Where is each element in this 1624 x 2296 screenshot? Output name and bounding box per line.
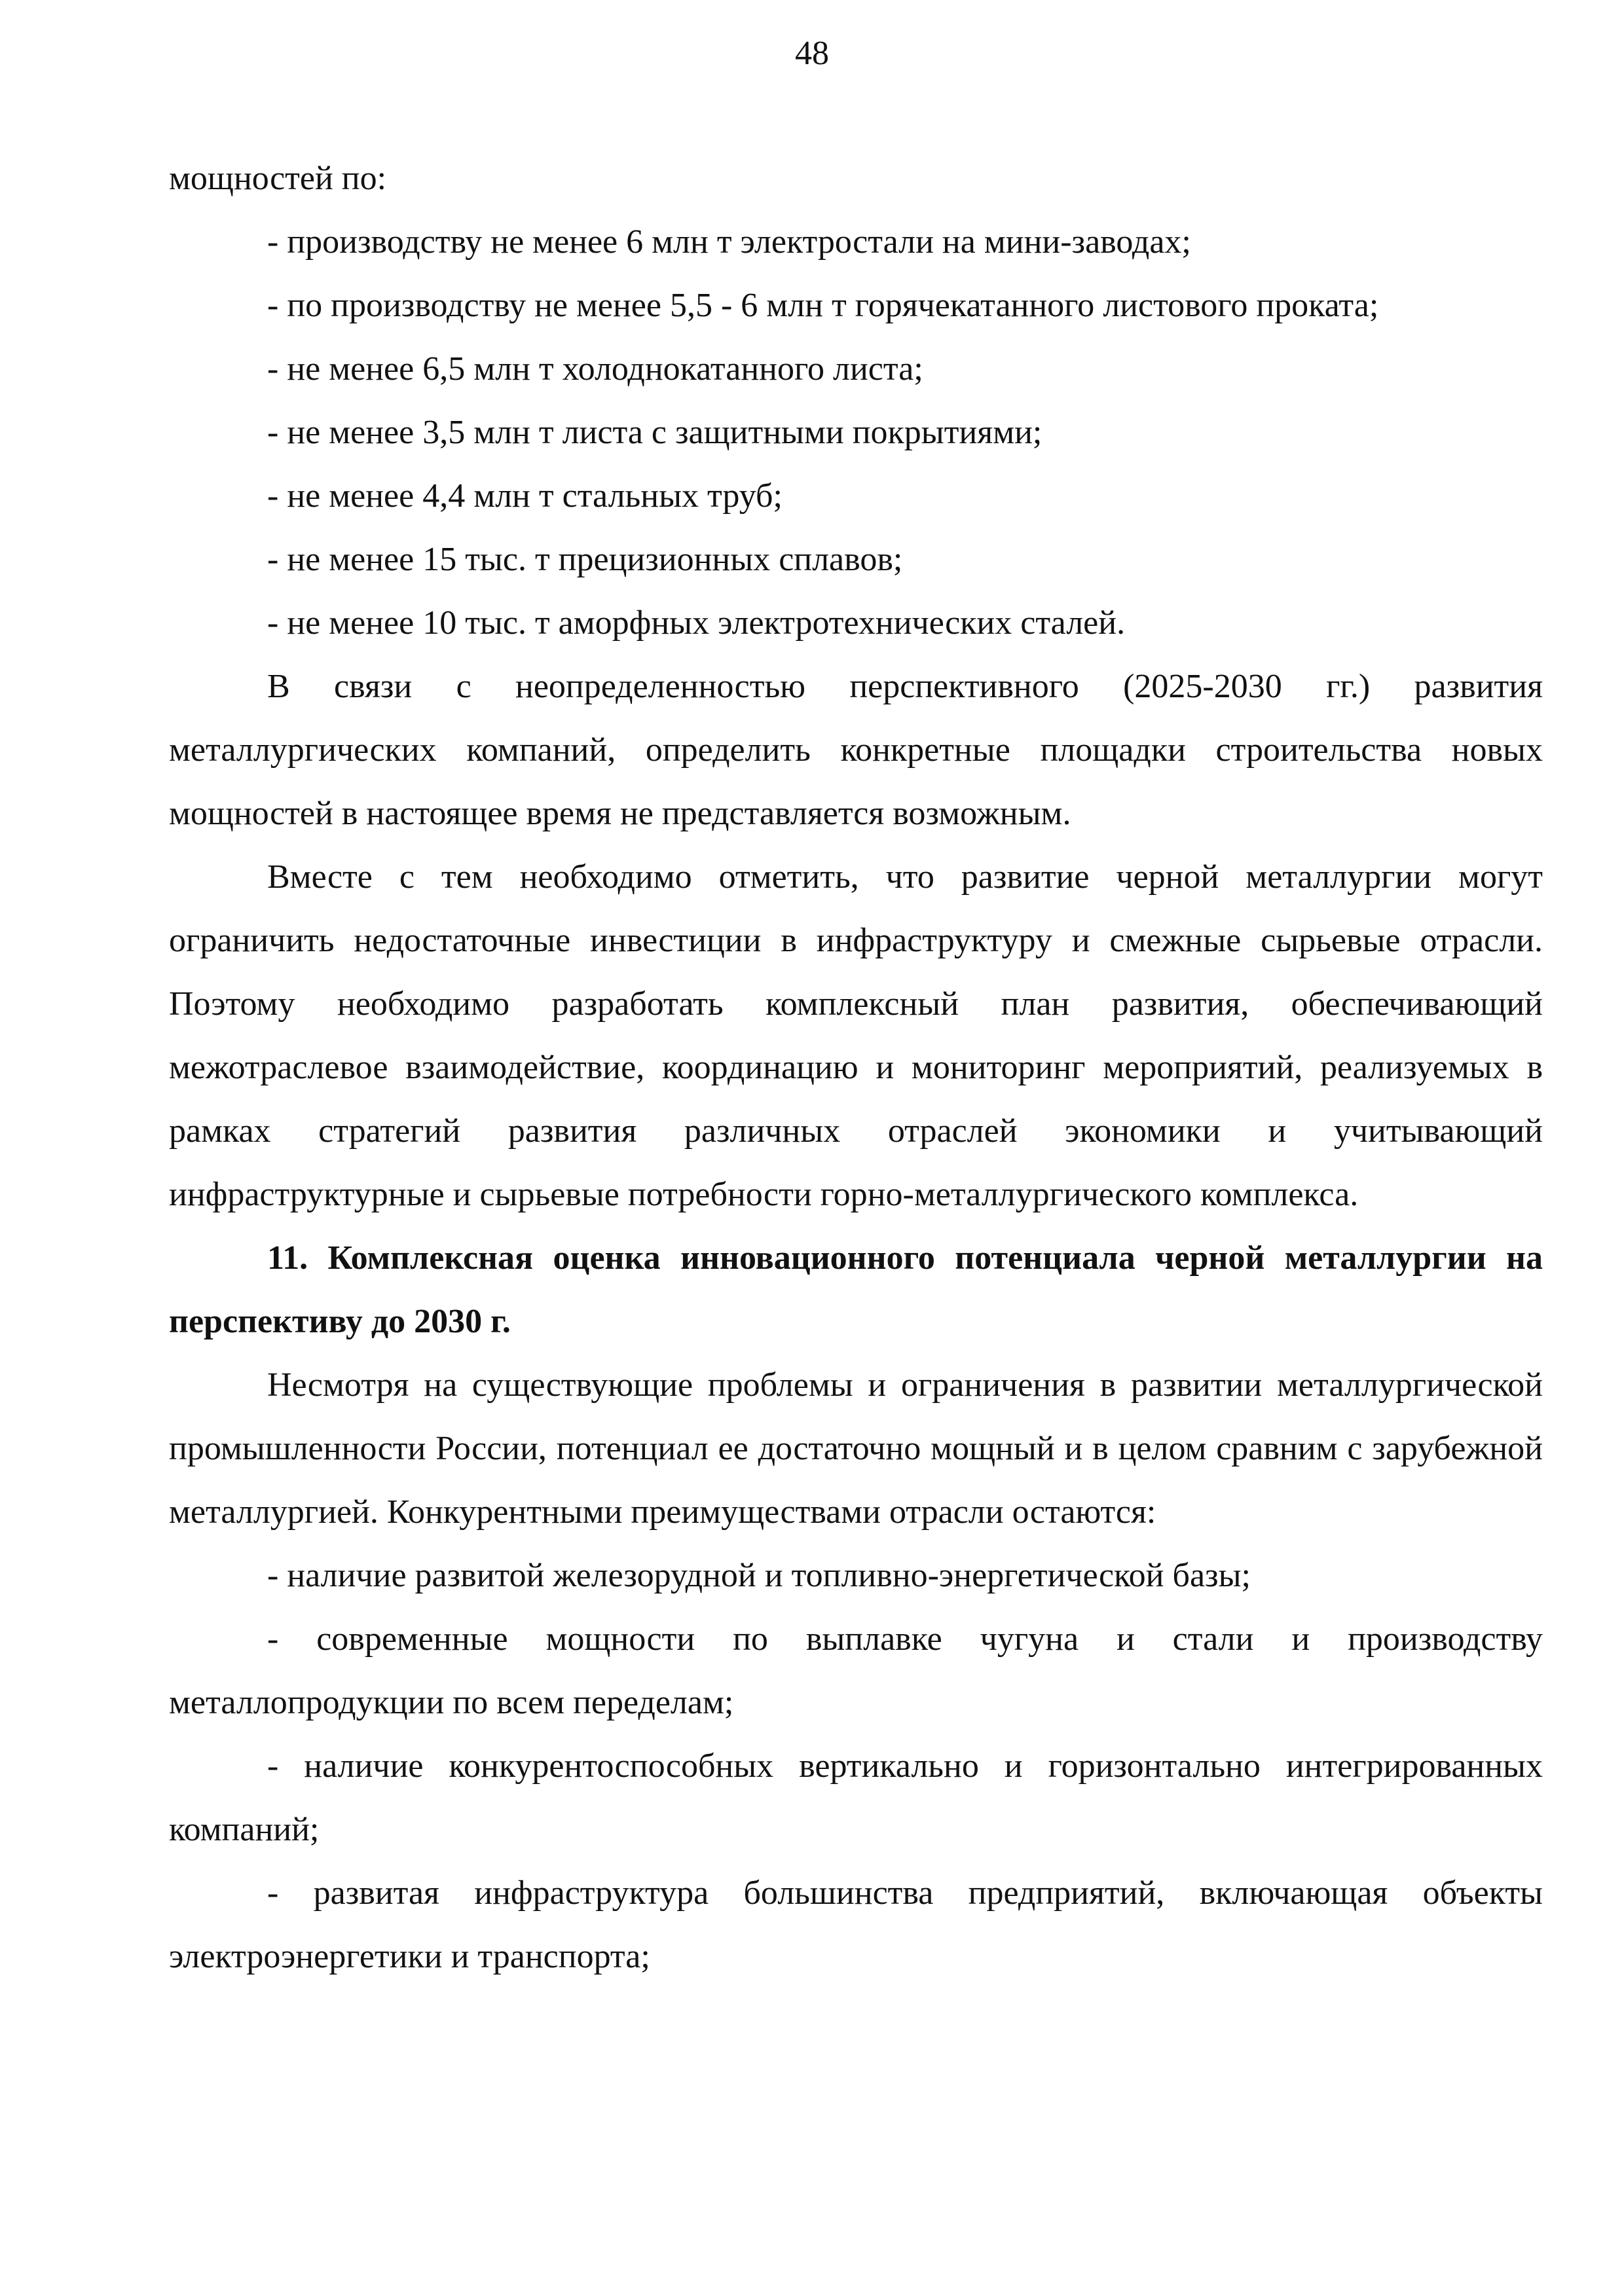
- paragraph-continuation: мощностей по:: [169, 160, 387, 197]
- list-item: - развитая инфраструктура большинства предприятий, включающая объекты электроэнергетики и транспорта;: [169, 1874, 1543, 1975]
- list-item: - современные мощности по выплавке чугуна и стали и производству металлопродукции по всем переделам;: [169, 1620, 1543, 1721]
- section-heading: 11. Комплексная оценка инновационного потенциала черной металлургии на перспективу до 2030 г.: [169, 1239, 1543, 1340]
- document-body: [169, 147, 1543, 1988]
- list-item: - наличие развитой железорудной и топливно-энергетической базы;: [267, 1557, 1251, 1594]
- list-item: - по производству не менее 5,5 - 6 млн т горячекатанного листового проката;: [267, 287, 1379, 324]
- list-item: - не менее 3,5 млн т листа с защитными покрытиями;: [267, 414, 1043, 451]
- list-item: - не менее 4,4 млн т стальных труб;: [267, 477, 783, 515]
- paragraph: Вместе с тем необходимо отметить, что развитие черной металлургии могут ограничить недостаточные инвестиции в инфраструктуру и смежные сырьевые отрасли. Поэтому необходимо разработать комплексный план развития, обеспечивающий межотраслевое взаимодействие, координацию и мониторинг мероприятий, реализуемых в рамках стратегий развития различных отраслей экономики и учитывающий инфраструктурные и сырьевые потребности горно-металлургического комплекса.: [169, 858, 1543, 1213]
- list-item: - не менее 15 тыс. т прецизионных сплавов;: [267, 541, 903, 578]
- list-item: - производству не менее 6 млн т электростали на мини-заводах;: [267, 223, 1191, 261]
- list-item: - наличие конкурентоспособных вертикально и горизонтально интегрированных компаний;: [169, 1747, 1543, 1848]
- list-item: - не менее 10 тыс. т аморфных электротехнических сталей.: [267, 604, 1126, 642]
- paragraph: Несмотря на существующие проблемы и ограничения в развитии металлургической промышленности России, потенциал ее достаточно мощный и в целом сравним с зарубежной металлургией. Конкурентными преимуществами отрасли остаются:: [169, 1366, 1543, 1531]
- page-number: 48: [795, 35, 829, 72]
- list-item: - не менее 6,5 млн т холоднокатанного листа;: [267, 350, 923, 388]
- paragraph: В связи с неопределенностью перспективного (2025-2030 гг.) развития металлургических компаний, определить конкретные площадки строительства новых мощностей в настоящее время не представляется возможным.: [169, 668, 1543, 832]
